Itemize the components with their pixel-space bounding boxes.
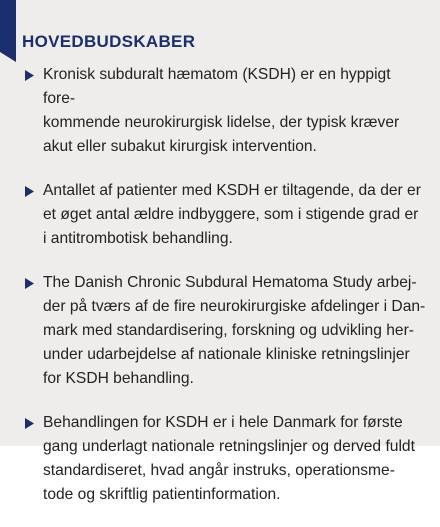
text-line: Behandlingen for KSDH er i hele Danmark for første <box>43 414 403 431</box>
list-item-text <box>43 411 426 507</box>
text-line: standardiseret, hvad angår instruks, operationsme- <box>43 462 395 479</box>
list-item-text <box>43 63 426 159</box>
triangle-right-icon <box>25 418 34 429</box>
text-line: under udarbejdelse af nationale kliniske retningslinjer <box>43 346 410 363</box>
text-line: kommende neurokirurgisk lidelse, der typisk kræver <box>43 114 400 131</box>
list-item-text <box>43 179 426 251</box>
text-line: gang underlagt nationale retningslinjer og derved fuldt <box>43 438 415 455</box>
list-item-text <box>43 271 426 391</box>
text-line: et øget antal ældre indbyggere, som i stigende grad er <box>43 206 419 223</box>
text-line: mark med standardisering, forskning og udvikling her- <box>43 322 414 339</box>
text-line: for KSDH behandling. <box>43 370 194 387</box>
accent-stripe-icon <box>0 0 16 62</box>
text-line: tode og skriftlig patientinformation. <box>43 486 281 503</box>
triangle-right-icon <box>25 70 34 81</box>
text-line: The Danish Chronic Subdural Hematoma Study arbej- <box>43 274 417 291</box>
list-item <box>0 411 440 507</box>
text-line: akut eller subakut kirurgisk intervention. <box>43 138 317 155</box>
text-line: i antitrombotisk behandling. <box>43 230 233 247</box>
box-heading: HOVEDBUDSKABER <box>22 32 196 51</box>
text-line: der på tværs af de fire neurokirurgiske afdelinger i Dan- <box>43 298 426 315</box>
text-line: Kronisk subduralt hæmatom (KSDH) er en hyppigt fore- <box>43 66 391 107</box>
triangle-right-icon <box>25 278 34 289</box>
list-item <box>0 63 440 159</box>
text-line: Antallet af patienter med KSDH er tiltagende, da der er <box>43 182 421 199</box>
list-item <box>0 179 440 251</box>
key-messages-list <box>0 63 440 527</box>
list-item <box>0 271 440 391</box>
triangle-right-icon <box>25 186 34 197</box>
